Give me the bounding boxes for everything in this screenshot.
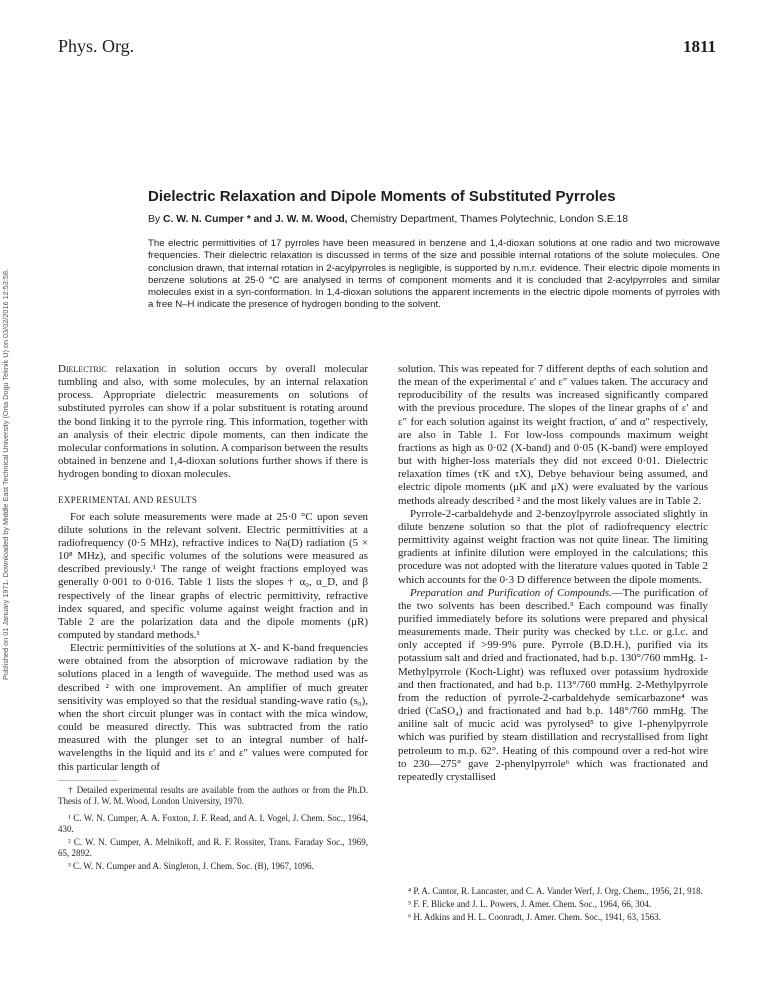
right-column <box>398 363 708 784</box>
body-paragraph: For each solute measurements were made at 25·0 °C upon seven dilute solutions in the relevant solvent. Electric permittivities at a radiofrequency (0·5 MHz), refractive indices to Na(D) radiation (5 × 10⁸ MHz), and specific volumes of the solutions were measured as described previously.¹ The range of weight fractions employed was generally 0·001 to 0·016. Table 1 lists the slopes † α₀, α_D, and β respectively of the linear graphs of electric permittivity, refractive index squared, and specific volume against weight fraction and in Table 2 are the polarization data and the dipole moments (μR) computed by standard methods.¹ <box>58 510 368 641</box>
body-paragraph: solution. This was repeated for 7 different depths of each solution and the mean of the experimental ε′ and ε″ values taken. The accuracy and reproducibility of the results was increased significantly compared with the previous procedure. The slopes of the linear graphs of ε′ and ε″ for each solution against its weight fraction, α′ and α″ respectively, are also in Table 1. For low-loss compounds maximum weight fractions as high as 0·02 (X-band) and 0·05 (K-band) were employed but with higher-loss materials they did not exceed 0·01. Dielectric relaxation times (τK and τX), Debye behaviour being assumed, and electric dipole moments (μK and μX) were evaluated by the various methods already described ² and the most likely values are in Table 2. <box>398 363 708 507</box>
download-provenance-note: Published on 01 January 1971. Downloaded by Middle East Technical University (Orta Dogu Teknik U) on 03/02/2016 12:53:58. <box>1 268 10 680</box>
footnote-item: ⁴ P. A. Cantor, R. Lancaster, and C. A. Vander Werf, J. Org. Chem., 1956, 21, 918. <box>408 886 703 896</box>
body-paragraph: Pyrrole-2-carbaldehyde and 2-benzoylpyrrole associated slightly in dilute benzene solution so that the plot of radiofrequency electric permittivity against weight fraction was not quite linear. The limiting gradients at infinite dilution were employed in the calculations; this procedure was not adopted with the literature values quoted in Table 2 which accounts for the 0·3 D difference between the dipole moments. <box>398 507 708 586</box>
footnote-item: ² C. W. N. Cumper, A. Melnikoff, and R. F. Rossiter, Trans. Faraday Soc., 1969, 65, 2892. <box>58 836 368 858</box>
preparation-text: The purification of the two solvents has been described.³ Each compound was finally purified immediately before its solutions were prepared and physical measurements made. Their purity was checked by t.l.c. or g.l.c. and only accepted if >99·9% pure. Pyrrole (B.D.H.), purified via its potassium salt and dried and fractionated, had b.p. 130°/760 mmHg. 1-Methylpyrrole (Koch-Light) was refluxed over potassium hydroxide and then fractionated, and had b.p. 113°/760 mmHg. 2-Methylpyrrole from the reduction of pyrrole-2-carbaldehyde semicarbazone⁴ was dried (CaSO₄) and fractionated and had b.p. 148°/760 mmHg. The aniline salt of mucic acid was pyrolysed⁵ to give 1-phenylpyrrole which was purified by steam distillation and recrystallised from light petroleum to m.p. 62°. Heating of this compound over a red-hot wire to 230—275° gave 2-phenylpyrrole⁶ which was fractionated and repeatedly crystallised <box>398 586 708 783</box>
article-title: Dielectric Relaxation and Dipole Moments of Substituted Pyrroles <box>148 188 616 205</box>
journal-section: Phys. Org. <box>58 36 135 56</box>
byline <box>148 214 748 225</box>
footnote-item: ¹ C. W. N. Cumper, A. A. Foxton, J. F. Read, and A. I. Vogel, J. Chem. Soc., 1964, 430. <box>58 812 368 834</box>
running-header <box>58 36 716 57</box>
preparation-paragraph <box>398 587 708 784</box>
byline-prefix: By <box>148 214 161 225</box>
body-paragraph: Electric permittivities of the solutions at X- and K-band frequencies were obtained from the absorption of microwave radiation by the solutions placed in a length of waveguide. The method used was as described ² with one improvement. An amplifier of much greater sensitivity was employed so that the residual standing-wave ratio (s₀), when the short circuit plunger was in contact with the mica window, could be measured directly. This was subtracted from the ratio measured with the plunger set to an integral number of half-wavelengths in the liquid and its ε′ and ε″ values were computed for this particular length of <box>58 642 368 773</box>
footnote-item: ⁶ H. Adkins and H. L. Coonradt, J. Amer. Chem. Soc., 1941, 63, 1563. <box>408 912 661 922</box>
footnote-item: † Detailed experimental results are available from the authors or from the Ph.D. Thesis of J. W. M. Wood, London University, 1970. <box>58 784 368 806</box>
footnote-rule <box>58 780 118 781</box>
page-number: 1811 <box>682 37 716 56</box>
intro-text: relaxation in solution occurs by overall molecular tumbling and also, with some molecules, by an internal relaxation process. Appropriate dielectric measurements on solutions of substituted pyrroles can show if a polar substituent is rotating around the bond linking it to the pyrrole ring. This information, together with an analysis of their electric dipole moments, can then indicate the molecular conformations in solution. A comparison between the results obtained in benzene and 1,4-dioxan solutions further shows if there is hydrogen bonding to dioxan molecules. <box>58 363 369 481</box>
footnote-item: ⁵ F. F. Blicke and J. L. Powers, J. Amer. Chem. Soc., 1964, 66, 304. <box>408 899 651 909</box>
abstract: The electric permittivities of 17 pyrroles have been measured in benzene and 1,4-dioxan solutions at one radio and two microwave frequencies. Their dielectric relaxation is discussed in terms of the size and possible internal rotations of the solute molecules. One conclusion drawn, that internal rotation in 2-acylpyrroles is negligible, is supported by n.m.r. evidence. Their electric dipole moments in benzene solutions at 25·0 °C are analysed in terms of component moments and it is concluded that 2-acylpyrroles and similar molecules exist in a syn-conformation. In 1,4-dioxan solutions the apparent increments in the electric dipole moments of pyrroles with a free N–H indicate the presence of hydrogen bonding to the solvent. <box>148 238 720 311</box>
footnotes-left <box>58 785 368 872</box>
footnote-item: ³ C. W. N. Cumper and A. Singleton, J. Chem. Soc. (B), 1967, 1096. <box>68 860 314 871</box>
introduction-paragraph <box>58 363 368 481</box>
footnotes-right <box>398 886 708 925</box>
section-heading-experimental: EXPERIMENTAL AND RESULTS <box>58 495 198 506</box>
intro-first-word: Dielectric <box>58 363 107 375</box>
affiliation: Chemistry Department, Thames Polytechnic, London S.E.18 <box>350 214 629 225</box>
subsection-heading-preparation: Preparation and Purification of Compounds. <box>410 586 612 599</box>
left-column <box>58 363 368 874</box>
subsection-dash: — <box>611 586 623 599</box>
authors: C. W. N. Cumper * and J. W. M. Wood, <box>163 214 348 225</box>
